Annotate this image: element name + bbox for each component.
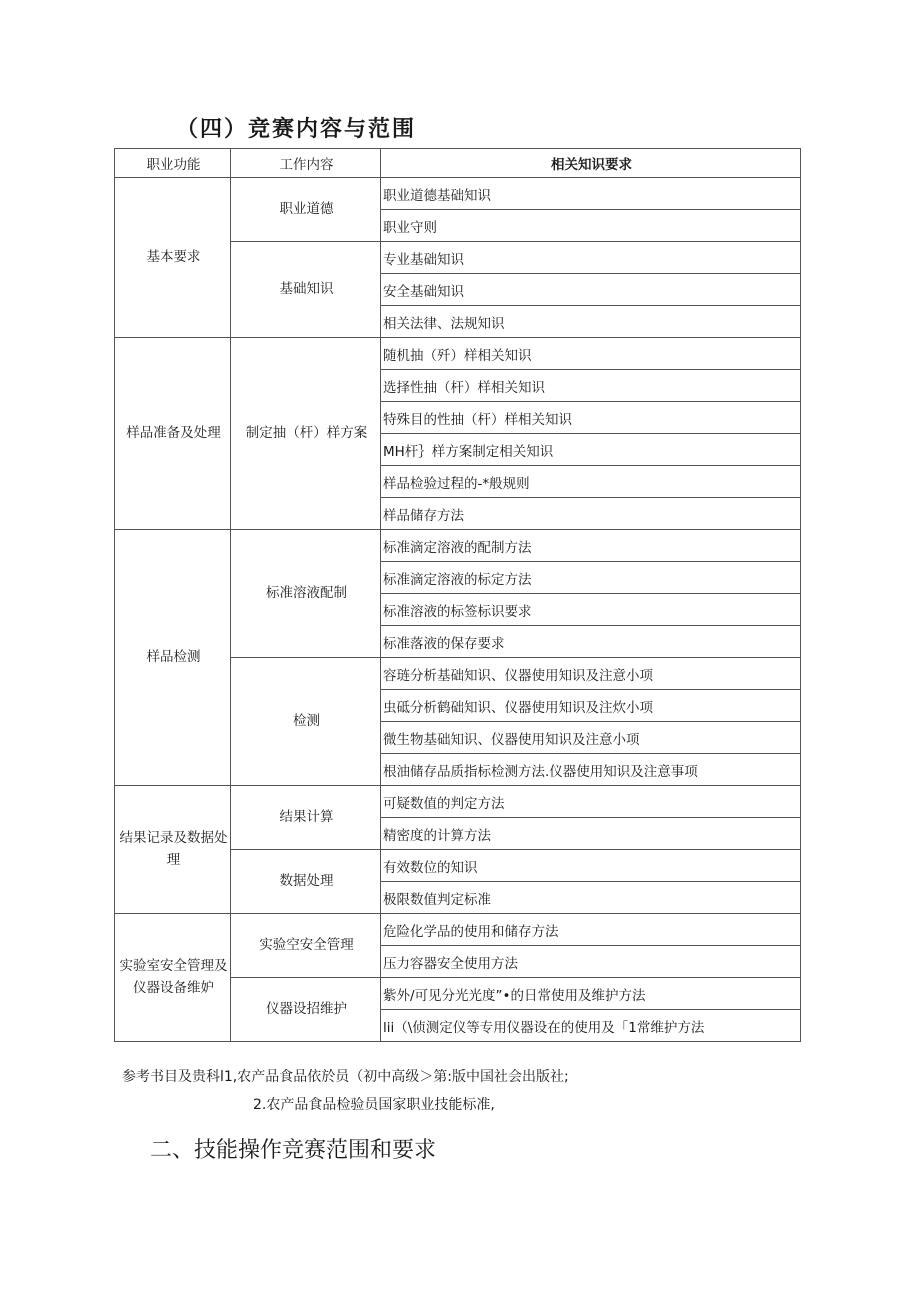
requirement-cell: 紫外/可见分光光度”•的日常使用及维护方法: [381, 978, 801, 1010]
work-testing: 检测: [231, 658, 381, 786]
work-sampling-plan: 制定抽（杆）样方案: [231, 338, 381, 530]
work-ethics: 职业道德: [231, 178, 381, 242]
table-row: [115, 338, 801, 370]
requirement-cell: 标准溶液的标签标识要求: [381, 594, 801, 626]
requirement-cell: 精密度的计算方法: [381, 818, 801, 850]
requirement-cell: 样品检验过程的-*般规则: [381, 466, 801, 498]
work-basic-knowledge: 基础知识: [231, 242, 381, 338]
work-instrument-maintenance: 仪器设招维护: [231, 978, 381, 1042]
references: [122, 1063, 569, 1119]
requirement-cell: lii（\侦测定仪等专用仪器设在的使用及「1常维护方法: [381, 1010, 801, 1042]
requirement-cell: 标准落液的保存要求: [381, 626, 801, 658]
reference-line-1: 参考书目及贵科l1,农产品食品依於员（初中高级＞第:版中国社会出版社;: [122, 1069, 569, 1085]
reference-line-2: 2.农产品食品检验员国家职业技能标准,: [253, 1097, 495, 1113]
work-data-processing: 数据处理: [231, 850, 381, 914]
requirement-cell: 危险化学品的使用和储存方法: [381, 914, 801, 946]
requirement-cell: 虫砥分析鹤础知识、仪器使用知识及注炊小项: [381, 690, 801, 722]
work-lab-safety-management: 实验空安全管理: [231, 914, 381, 978]
requirement-cell: 样品储存方法: [381, 498, 801, 530]
table-header-row: [115, 149, 801, 178]
function-sample-prep: 样品准备及处理: [115, 338, 231, 530]
work-standard-solution: 标准溶液配制: [231, 530, 381, 658]
header-function: 职业功能: [115, 149, 231, 178]
requirement-cell: 微生物基础知识、仪器使用知识及注意小项: [381, 722, 801, 754]
header-work-content: 工作内容: [231, 149, 381, 178]
requirement-cell: 选择性抽（杆）样相关知识: [381, 370, 801, 402]
knowledge-requirements-table: [114, 148, 801, 1042]
header-knowledge-requirement: 相关知识要求: [381, 149, 801, 178]
work-result-calculation: 结果计算: [231, 786, 381, 850]
requirement-cell: 根油储存品质指标检测方法.仪器使用知识及注意事项: [381, 754, 801, 786]
table-row: [115, 178, 801, 210]
requirement-cell: 可疑数值的判定方法: [381, 786, 801, 818]
requirement-cell: 相关法律、法规知识: [381, 306, 801, 338]
function-lab-safety: 实验室安全管理及仪器设备维妒: [115, 914, 231, 1042]
requirement-cell: 安全基础知识: [381, 274, 801, 306]
requirement-cell: 标准滴定溶液的配制方法: [381, 530, 801, 562]
function-basic: 基本要求: [115, 178, 231, 338]
requirement-cell: 专业基础知识: [381, 242, 801, 274]
function-result-recording: 结果记录及数据处理: [115, 786, 231, 914]
section-title: （四）竞赛内容与范围: [176, 116, 417, 142]
requirement-cell: 容琏分析基础知识、仪器使用知识及注意小项: [381, 658, 801, 690]
requirement-cell: 有效数位的知识: [381, 850, 801, 882]
requirement-cell: 标准滴定溶液的标定方法: [381, 562, 801, 594]
requirement-cell: 极限数值判定标准: [381, 882, 801, 914]
function-sample-testing: 样品检测: [115, 530, 231, 786]
table-row: [115, 530, 801, 562]
table-row: [115, 786, 801, 818]
requirement-cell: MH杆｝样方案制定相关知识: [381, 434, 801, 466]
part-two-title: 二、技能操作竞赛范围和要求: [150, 1138, 437, 1163]
requirement-cell: 特殊目的性抽（杆）样相关知识: [381, 402, 801, 434]
table-row: [115, 914, 801, 946]
requirement-cell: 职业守则: [381, 210, 801, 242]
requirement-cell: 压力容器安全使用方法: [381, 946, 801, 978]
requirement-cell: 随机抽（歼）样相关知识: [381, 338, 801, 370]
requirement-cell: 职业道德基础知识: [381, 178, 801, 210]
